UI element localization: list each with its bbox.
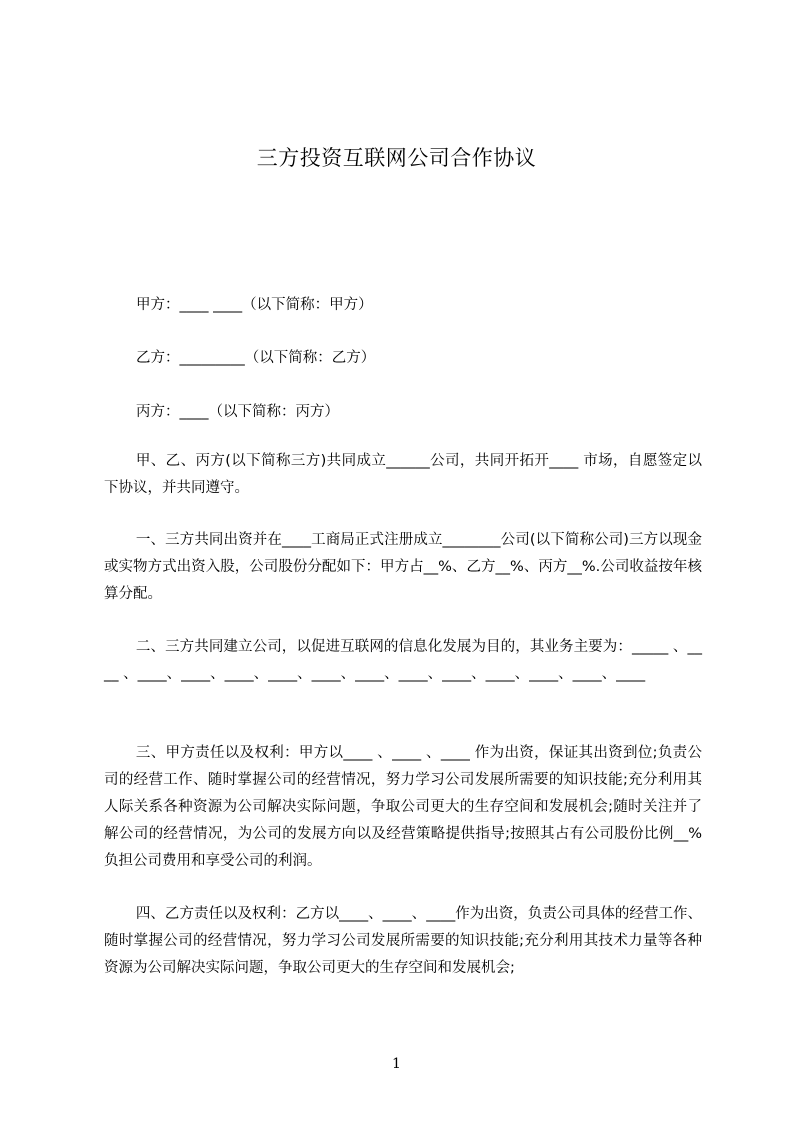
- clause-4-paragraph: 四、乙方责任以及权利：乙方以____、____、____作为出资，负责公司具体的经营工作、随时掌握公司的经营情况，努力学习公司发展所需要的知识技能;充分利用其技术力量等各种资源为公司解决实际问题，争取公司更大的生存空间和发展机会;: [104, 906, 702, 976]
- intro-paragraph: 甲、乙、丙方(以下简称三方)共同成立______公司，共同开拓开____ 市场，自愿签定以下协议，并共同遵守。: [104, 453, 702, 496]
- clause-2-paragraph: 二、三方共同建立公司，以促进互联网的信息化发展为目的，其业务主要为：_____ 、____ 、____、____、____、____、____、____、____、____、____、____、____、____: [104, 639, 702, 682]
- document-title: 三方投资互联网公司合作协议: [256, 146, 537, 170]
- page-number: 1: [392, 1056, 401, 1072]
- clause-3-paragraph: 三、甲方责任以及权利：甲方以____ 、____ 、____ 作为出资，保证其出资到位;负责公司的经营工作、随时掌握公司的经营情况，努力学习公司发展所需要的知识技能;充分利用其人际关系各种资源为公司解决实际问题，争取公司更大的生存空间和发展机会;随时关注并了解公司的经营情况，为公司的发展方向以及经营策略提供指导;按照其占有公司股份比例__%负担公司费用和享受公司的利润。: [104, 745, 702, 869]
- party-jia-line: 甲方：____ ____（以下简称：甲方）: [136, 297, 373, 313]
- party-yi-line: 乙方：_________（以下简称：乙方）: [136, 350, 376, 366]
- clause-1-paragraph: 一、三方共同出资并在____工商局正式注册成立________公司(以下简称公司)三方以现金或实物方式出资入股，公司股份分配如下：甲方占__%、乙方__%、丙方__%.公司收益按年核算分配。: [104, 532, 702, 602]
- party-bing-line: 丙方：____（以下简称：丙方）: [136, 404, 339, 420]
